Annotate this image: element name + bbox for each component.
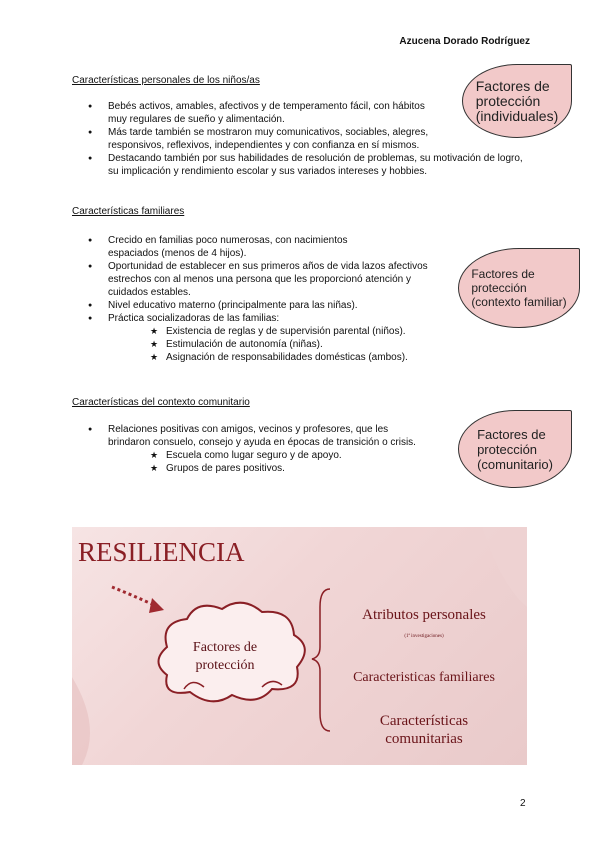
callout-text: Factores de protección (contexto familiar) <box>471 267 567 309</box>
attribute-note: (1ª investigaciones) <box>404 634 444 639</box>
family-bullet-list <box>88 234 448 364</box>
brace-icon <box>312 589 330 731</box>
cloud-label: Factores de protección <box>192 640 258 673</box>
resilience-banner <box>72 527 527 765</box>
callout-family-factors <box>458 248 580 328</box>
list-item-text: Práctica socializadoras de las familias: <box>108 313 280 324</box>
sub-list-item: ★ Existencia de reglas y de supervisión parental (niños). <box>108 325 448 338</box>
list-item: ● Bebés activos, amables, afectivos y de temperamento fácil, con hábitos muy regulares de sueño y alimentación. <box>88 100 428 126</box>
attribute-family: Caracteristicas familiares <box>353 670 495 685</box>
sub-list-item: ★ Estimulación de autonomía (niñas). <box>108 338 448 351</box>
author-name: Azucena Dorado Rodríguez <box>399 36 530 47</box>
callout-text: Factores de protección (individuales) <box>475 77 559 124</box>
attribute-personal: Atributos personales <box>362 607 486 623</box>
callout-text: Factores de protección (comunitario) <box>477 426 553 472</box>
callout-individual-factors <box>462 64 572 138</box>
list-item <box>88 423 428 475</box>
list-item <box>88 312 448 364</box>
section-heading-family: Características familiares <box>72 206 185 217</box>
page-number: 2 <box>520 798 526 809</box>
community-sub-list <box>108 449 428 475</box>
sub-list-item: ★ Asignación de responsabilidades domésticas (ambos). <box>108 351 448 364</box>
callout-community-factors <box>458 410 572 488</box>
sub-list-item: ★ Grupos de pares positivos. <box>108 462 428 475</box>
list-item: ● Crecido en familias poco numerosas, con nacimientos espaciados (menos de 4 hijos). <box>88 234 388 260</box>
list-item: ● Nivel educativo materno (principalmente para las niñas). <box>88 299 448 312</box>
dotted-arrow-icon <box>112 587 154 605</box>
section-heading-community: Características del contexto comunitario <box>72 397 250 408</box>
section-heading-personal: Características personales de los niños/as <box>72 75 260 86</box>
list-item: ● Oportunidad de establecer en sus primeros años de vida lazos afectivos estrechos con al menos una persona que les proporcionó atención y cuidados estables. <box>88 260 428 299</box>
attribute-community: Características comunitarias <box>379 713 469 747</box>
sub-list-item: ★ Escuela como lugar seguro y de apoyo. <box>108 449 428 462</box>
list-item-text: Relaciones positivas con amigos, vecinos y profesores, que les brindaron consuelo, consejo y ayuda en épocas de transición o crisis. <box>108 424 416 448</box>
community-bullet-list <box>88 423 428 475</box>
list-item: ● Más tarde también se mostraron muy comunicativos, sociables, alegres, responsivos, reflexivos, independientes y con confianza en sí mismos. <box>88 126 453 152</box>
personal-bullet-list <box>88 100 523 178</box>
list-item: ● Destacando también por sus habilidades de resolución de problemas, su motivación de logro, su implicación y rendimiento escolar y sus variados intereses y hobbies. <box>88 152 530 178</box>
family-sub-list <box>108 325 448 364</box>
banner-title: RESILIENCIA <box>78 537 245 567</box>
